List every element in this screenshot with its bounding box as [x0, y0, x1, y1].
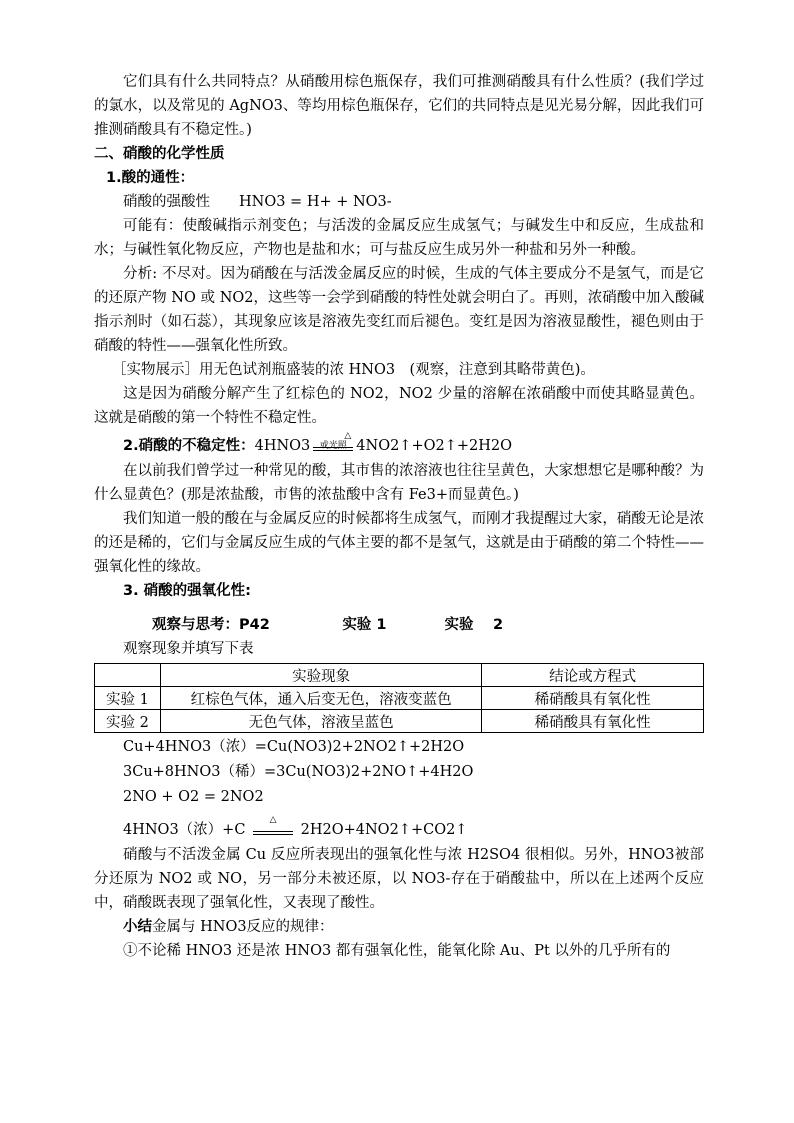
ionization-equation: HNO3 = H+ + NO3-: [239, 194, 392, 210]
strong-acid-line: [94, 190, 704, 214]
observe-think-label: 观察与思考：P42: [152, 617, 270, 633]
observe-experiment-1: 实验 1: [342, 617, 387, 633]
table-row: [95, 687, 704, 710]
summary-title: 小结: [123, 919, 152, 935]
table-cell: 无色气体，溶液呈蓝色: [160, 710, 481, 733]
table-header-row: [95, 664, 704, 687]
equation-carbon-line: [94, 815, 704, 843]
section-heading-chemical-properties: 二、硝酸的化学性质: [94, 146, 225, 162]
analysis-paragraph: 分析: 不尽对。因为硝酸在与活泼金属反应的时候，生成的气体主要成分不是氢气，而是它的还原产物 NO 或 NO2，这些等一会学到硝酸的特性处就会明白了。再则，浓硝酸中加入酸碱指示剂时（如石蕊），其现象应该是溶液先变红而后褪色。变红是因为溶液显酸性，褪色则由于硝酸的特性——强氧化性所致。: [94, 266, 704, 354]
summary-line: [94, 915, 704, 939]
table-cell: 实验 2: [95, 710, 161, 733]
summary-text: 金属与 HNO3反应的规律：: [152, 919, 334, 935]
observe-experiment-2: 实验 2: [444, 617, 504, 633]
equation-carbon-reactants: 4HNO3（浓）+C: [123, 822, 246, 838]
table-caption: 观察现象并填写下表: [123, 641, 254, 657]
table-header-cell: 结论或方程式: [482, 664, 704, 687]
table-row: [95, 710, 704, 733]
equation-copper-dilute: 3Cu+8HNO3（稀）=3Cu(NO3)2+2NO↑+4H2O: [123, 764, 474, 780]
decomposition-reactant: 4HNO3: [254, 438, 311, 454]
reason-paragraph: 这是因为硝酸分解产生了红棕色的 NO2，NO2 少量的溶解在浓硝酸中而使其略显黄色。这就是硝酸的第一个特性不稳定性。: [94, 386, 704, 426]
equation-copper-concentrated: Cu+4HNO3（浓）=Cu(NO3)2+2NO2↑+2H2O: [123, 739, 465, 755]
subsection-heading-acid-general: 1.酸的通性：: [106, 170, 195, 186]
metal-reaction-paragraph: 我们知道一般的酸在与金属反应的时候都将生成氢气，而刚才我提醒过大家，硝酸无论是浓的还是稀的，它们与金属反应生成的气体主要的都不是氢气，这就是由于硝酸的第二个特性——强氧化性的缘故。: [94, 511, 704, 575]
hydrochloric-acid-paragraph: 在以前我们曾学过一种常见的酸，其市售的浓溶液也往往呈黄色，大家想想它是哪种酸？为什么显黄色？(那是浓盐酸，市售的浓盐酸中含有 Fe3+而显黄色。): [94, 463, 704, 503]
reaction-condition-arrow: [311, 431, 355, 454]
heat-condition-label: △: [269, 815, 277, 825]
summary-paragraph: 硝酸与不活泼金属 Cu 反应所表现出的强氧化性与浓 H2SO4 很相似。另外，HNO3被部分还原为 NO2 或 NO，另一部分未被还原，以 NO3-存在于硝酸盐中，所以在上述两个反应中，硝酸既表现了强氧化性，又表现了酸性。: [94, 847, 704, 911]
intro-paragraph: 它们具有什么共同特点？从硝酸用棕色瓶保存，我们可推测硝酸具有什么性质？(我们学过的氯水，以及常见的 AgNO3、等均用棕色瓶保存，它们的共同特点是见光易分解，因此我们可推测硝酸具有不稳定性。): [94, 74, 704, 138]
experiment-table: [94, 663, 704, 733]
strong-acid-label: 硝酸的强酸性: [123, 194, 210, 210]
heat-condition-arrow: [251, 815, 295, 838]
equation-no-oxidation: 2NO + O2 = 2NO2: [123, 789, 264, 805]
instability-line: [94, 431, 704, 459]
table-cell: 稀硝酸具有氧化性: [482, 687, 704, 710]
possible-properties-paragraph: 可能有：使酸碱指示剂变色；与活泼的金属反应生成氢气；与碱发生中和反应，生成盐和水；与碱性氧化物反应，产物也是盐和水；可与盐反应生成另外一种盐和另外一种酸。: [94, 218, 704, 258]
equation-carbon-products: 2H2O+4NO2↑+CO2↑: [300, 822, 468, 838]
object-display-paragraph: ［实物展示］用无色试剂瓶盛装的浓 HNO3 (观察，注意到其略带黄色)。: [112, 362, 595, 378]
decomposition-products: 4NO2↑+O2↑+2H2O: [356, 438, 513, 454]
table-cell: 实验 1: [95, 687, 161, 710]
subsection-heading-instability: 2.硝酸的不稳定性：: [123, 438, 255, 454]
subsection-heading-oxidizing: 3. 硝酸的强氧化性:: [123, 583, 251, 599]
document-page: [94, 70, 704, 963]
table-header-cell: [95, 664, 161, 687]
table-cell: 稀硝酸具有氧化性: [482, 710, 704, 733]
table-header-cell: 实验现象: [160, 664, 481, 687]
reaction-condition-label: △或光照: [319, 431, 352, 451]
rule-1: ①不论稀 HNO3 还是浓 HNO3 都有强氧化性，能氧化除 Au、Pt 以外的几乎所有的: [123, 943, 671, 959]
observe-think-line: [94, 613, 704, 637]
table-cell: 红棕色气体，通入后变无色，溶液变蓝色: [160, 687, 481, 710]
